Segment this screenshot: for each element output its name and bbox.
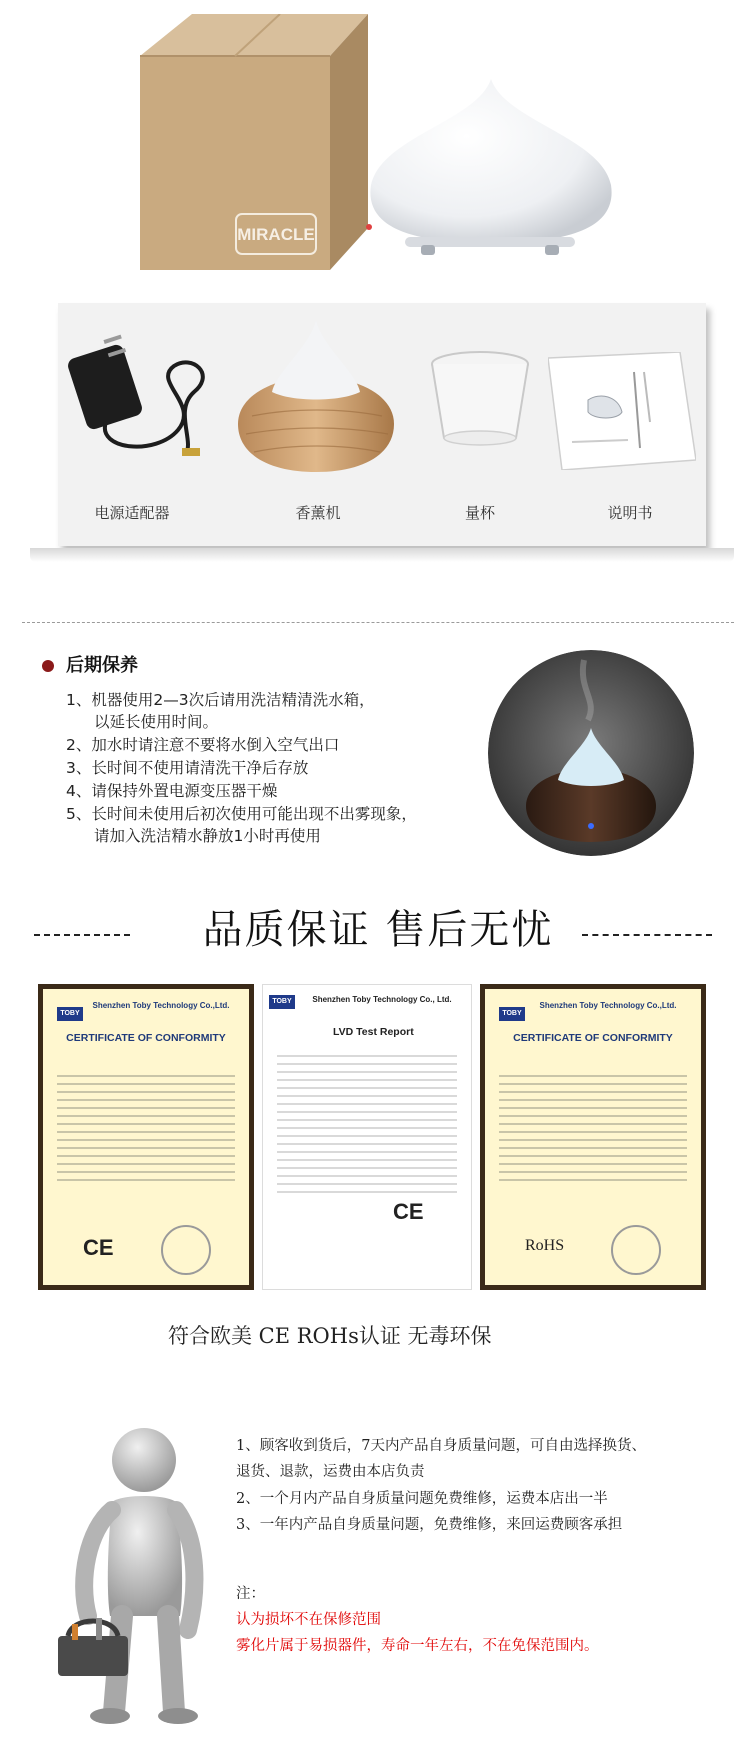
cert-company: Shenzhen Toby Technology Co.,Ltd. (539, 1001, 677, 1010)
section-divider (22, 622, 734, 623)
cert-company: Shenzhen Toby Technology Co.,Ltd. (92, 1001, 230, 1010)
maintenance-heading: 后期保养 (66, 655, 138, 676)
policy-item-2: 2、一个月内产品自身质量问题免费维修，运费本店出一半 (236, 1491, 608, 1507)
care-item-1: 1、机器使用2—3次后请用洗洁精清洗水箱， (66, 691, 375, 709)
dark-diffuser-photo (488, 650, 694, 856)
package-contents-section (0, 0, 750, 580)
white-humidifier-image (365, 75, 620, 275)
ce-mark: CE (83, 1235, 114, 1260)
cert-text-lines (277, 1049, 457, 1199)
seal-stamp (611, 1225, 661, 1275)
note-label: 注： (236, 1586, 265, 1602)
certificate-ce (38, 984, 254, 1290)
cert-company: Shenzhen Toby Technology Co., Ltd. (312, 995, 452, 1004)
manual-icon (548, 352, 696, 470)
toby-logo: TOBY (57, 1007, 83, 1021)
cert-title: CERTIFICATE OF CONFORMITY (513, 1032, 673, 1044)
quality-banner-title: 品质保证 售后无忧 (202, 907, 554, 953)
cert-text-lines (499, 1069, 687, 1187)
cert-title: CERTIFICATE OF CONFORMITY (66, 1032, 226, 1044)
cert-title: LVD Test Report (333, 1026, 414, 1038)
aroma-diffuser-icon (232, 316, 400, 476)
power-adapter-icon (66, 330, 216, 470)
cert-text-lines (57, 1069, 235, 1187)
banner-rule-left (34, 934, 130, 936)
rohs-mark: RoHS (525, 1237, 565, 1254)
care-item-5: 5、长时间未使用后初次使用可能出现不出雾现象， (66, 805, 417, 823)
repair-figure-image (48, 1420, 218, 1730)
policy-item-1-cont: 退货、退款，运费由本店负责 (236, 1464, 425, 1480)
care-item-5-cont: 请加入洗洁精水静放1小时再使用 (94, 827, 321, 845)
care-item-2: 2、加水时请注意不要将水倒入空气出口 (66, 736, 340, 754)
certification-caption: 符合欧美 CE ROHs认证 无毒环保 (168, 1324, 492, 1348)
panel-shadow (30, 548, 734, 562)
packaging-box-image (140, 14, 370, 270)
item-label-diffuser: 香薰机 (295, 504, 341, 522)
toby-logo: TOBY (269, 995, 295, 1009)
banner-rule-right (582, 934, 712, 936)
certificate-rohs (480, 984, 706, 1290)
toby-logo: TOBY (499, 1007, 525, 1021)
ce-mark: CE (393, 1199, 424, 1224)
certificate-lvd (262, 984, 472, 1290)
care-item-3: 3、长时间不使用请清洗干净后存放 (66, 759, 309, 777)
policy-item-1: 1、顾客收到货后，7天内产品自身质量问题，可自由选择换货、 (236, 1438, 646, 1454)
box-brand-text: MIRACLE (237, 225, 315, 244)
care-item-1-cont: 以延长使用时间。 (94, 713, 219, 731)
item-label-manual: 说明书 (607, 504, 653, 522)
bullet-dot-icon (42, 660, 54, 672)
seal-stamp (161, 1225, 211, 1275)
note-warning-2: 雾化片属于易损器件，寿命一年左右，不在免保范围内。 (236, 1638, 599, 1654)
measuring-cup-icon (428, 350, 532, 450)
item-label-cup: 量杯 (464, 504, 495, 522)
item-label-adapter: 电源适配器 (94, 504, 170, 522)
note-warning-1: 认为损坏不在保修范围 (236, 1612, 381, 1628)
policy-item-3: 3、一年内产品自身质量问题，免费维修，来回运费顾客承担 (236, 1517, 623, 1533)
care-item-4: 4、请保持外置电源变压器干燥 (66, 782, 278, 800)
